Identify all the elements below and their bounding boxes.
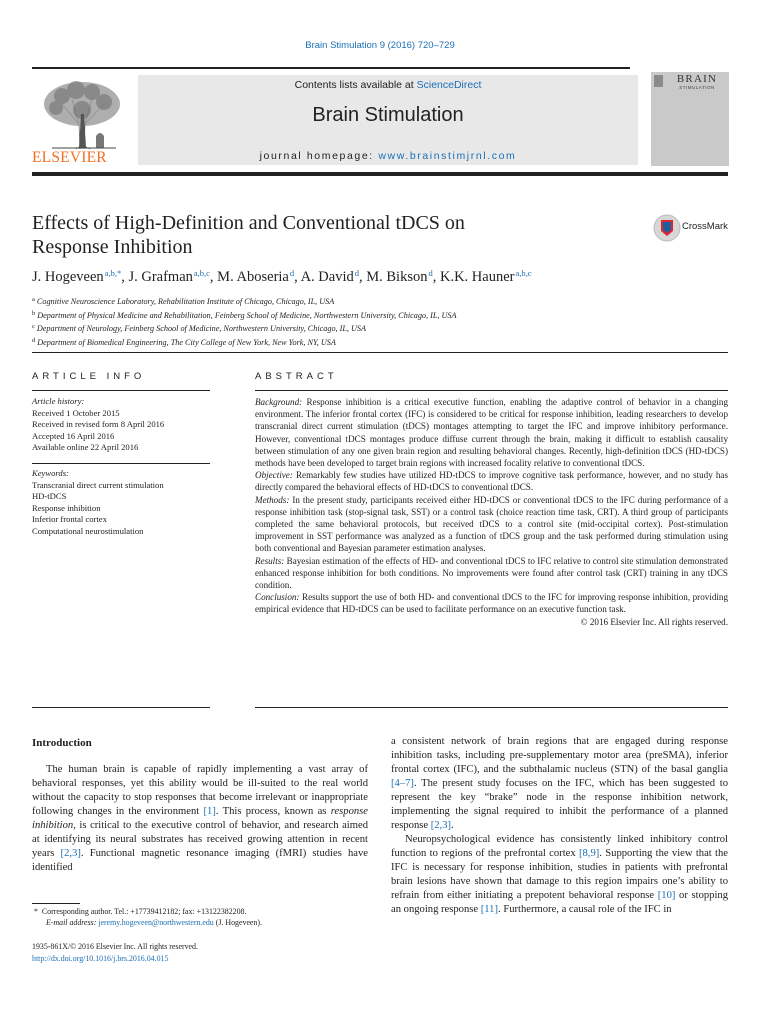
affiliations-rule	[32, 352, 728, 353]
header-bottom-rule	[32, 172, 728, 176]
homepage-link[interactable]: www.brainstimjrnl.com	[378, 150, 517, 162]
abstract-bottom-rule	[255, 707, 728, 708]
introduction-heading: Introduction	[32, 737, 92, 749]
affiliation: $^c$ Department of Neurology, Feinberg School of Medicine, Northwestern University, Chicago, IL, USA	[32, 323, 367, 334]
affiliation: $^a$ Cognitive Neuroscience Laboratory, Rehabilitation Institute of Chicago, Chicago, IL, USA	[32, 296, 335, 306]
abstract-paragraph: Conclusion: Results support the use of both HD- and conventional tDCS to the IFC for improving response inhibition, providing empirical evidence that HD-tDCS can be used to facilitate performance on an executive function task.	[255, 592, 729, 615]
author[interactable]: A. David$^d$	[300, 268, 359, 285]
article-history	[32, 396, 210, 454]
intro-paragraph: a consistent network of brain regions that are engaged during response inhibition tasks, including pre-supplementary motor area (preSMA), inferior frontal cortex (IFC), and the subthalamic nucleus (STN) of the basal ganglia [4–7]. The present study focuses on the IFC, which has been suggested to represent the key “brake” node in the response inhibition network, implementing the signal required to inhibit the performance of a planned response [2,3].	[391, 736, 728, 831]
article-info-bottom-rule	[32, 707, 210, 708]
keywords	[32, 468, 210, 538]
abstract-paragraph: Background: Response inhibition is a critical executive function, enabling the adaptive control of behavior in a changing environment. The inferior frontal cortex (IFC) is considered to be critical for response inhibition, leading researchers to develop transcranial direct current stimulation (tDCS) montages attempting to target the IFC and improve inhibitory performance. However, conventional tDCS montages produce diffuse current through the brain, making it difficult to establish causality between stimulation of any one given brain region and resulting behavioral changes. Recently, high-definition tDCS (HD-tDCS) methods have been developed to target brain regions with increased focality relative to conventional tDCS.	[255, 397, 729, 469]
article-info-rule	[32, 390, 210, 391]
crossmark-label[interactable]: CrossMark	[682, 221, 728, 232]
intro-right-column	[391, 735, 728, 917]
history-item: Received 1 October 2015	[32, 407, 120, 418]
author[interactable]: J. Grafman$^{a,b,c}$	[128, 268, 210, 285]
citation-link[interactable]: [2,3]	[430, 820, 452, 831]
history-item: Available online 22 April 2016	[32, 442, 139, 453]
abstract-rule	[255, 390, 728, 391]
contents-line	[138, 79, 638, 91]
affiliation: $^d$ Department of Biomedical Engineering, The City College of New York, New York, NY, USA	[32, 337, 336, 348]
abstract-heading: ABSTRACT	[255, 371, 338, 382]
email-line: E-mail address: jeremy.hogeveen@northwestern.edu (J. Hogeveen).	[46, 918, 262, 927]
author[interactable]: M. Aboseria$^d$	[217, 268, 295, 285]
issn-block	[32, 941, 352, 965]
crossmark-icon[interactable]	[652, 212, 682, 244]
affiliation: $^b$ Department of Physical Medicine and Rehabilitation, Feinberg School of Medicine, Northwestern University, Chicago, IL, USA	[32, 309, 457, 320]
author[interactable]: K.K. Hauner$^{a,b,c}$	[439, 268, 532, 285]
citation-link[interactable]: [4–7]	[391, 778, 414, 789]
journal-title: Brain Stimulation	[312, 104, 464, 126]
sciencedirect-link[interactable]: ScienceDirect	[416, 79, 482, 91]
abstract-paragraph: Methods: In the present study, participants received either HD-tDCS or conventional tDCS to the IFC during performance of a response inhibition task (stop-signal task, SST) or a control task (choice reaction time task, CRT). A third group of participants completed the same behavioral protocols, but received tDCS to a control site (mid-occipital cortex). Post-stimulation improvement in SST performance was analyzed as a function of tDCS group and the task performed during stimulation using both conventional and Bayesian parameter estimation analyses.	[255, 494, 728, 554]
author[interactable]: J. Hogeveen$^{a,b,*}$	[32, 268, 122, 285]
author[interactable]: M. Bikson$^d$	[366, 268, 433, 285]
contents-prefix: Contents lists available at	[294, 79, 414, 91]
intro-paragraph: Neuropsychological evidence has consistently linked inhibitory control function to regions of the prefrontal cortex [8,9]. Supporting the view that the IFC is necessary for response inhibition, studies in patients with prefrontal brain lesions have shown that damage to this region impairs one’s ability to refrain from either initiating a prepotent behavioral response [10] or stopping an ongoing response [11]. Furthermore, a causal role of the IFC in	[391, 834, 728, 915]
header-top-rule	[32, 67, 630, 69]
copyright: © 2016 Elsevier Inc. All rights reserved.	[580, 616, 728, 627]
citation-link[interactable]: [2,3]	[60, 848, 81, 859]
history-item: Accepted 16 April 2016	[32, 430, 115, 441]
homepage-prefix: journal homepage:	[259, 150, 374, 162]
abstract-paragraph: Results: Bayesian estimation of the effects of HD- and conventional tDCS to IFC relative to control site stimulation demonstrated enhanced response inhibition for both conditions. No improvements were found after control task (CRT) training in any tDCS condition.	[255, 555, 728, 591]
citation-link[interactable]: [1]	[203, 806, 216, 817]
abstract-paragraph: Objective: Remarkably few studies have utilized HD-tDCS to improve cognitive task performance, however, and no study has directly compared the behavioral effects of HD-tDCS to conventional tDCS.	[255, 470, 729, 493]
title-line-1: Effects of High-Definition and Conventional tDCS on	[32, 212, 465, 234]
journal-masthead	[138, 75, 638, 165]
journal-homepage-line	[138, 150, 638, 162]
email-link[interactable]: jeremy.hogeveen@northwestern.edu	[98, 918, 214, 927]
issn-line: 1935-861X/© 2016 Elsevier Inc. All rights reserved.	[32, 942, 198, 951]
keyword: Computational neurostimulation	[32, 525, 144, 536]
keywords-rule	[32, 463, 210, 464]
keyword: HD-tDCS	[32, 491, 67, 502]
cover-subtitle: STIMULATION	[679, 85, 715, 90]
journal-reference[interactable]: Brain Stimulation 9 (2016) 720–729	[305, 40, 455, 51]
title-line-2: Response Inhibition	[32, 236, 193, 258]
citation-link[interactable]: [8,9]	[578, 848, 600, 859]
footnote-rule	[32, 903, 80, 904]
abstract-body	[255, 396, 728, 628]
affiliations	[32, 294, 732, 349]
publisher-wordmark: ELSEVIER	[32, 149, 107, 166]
article-history-label: Article history:	[32, 396, 85, 406]
corresponding-line: * Corresponding author. Tel.: +17739412182; fax: +13122382208.	[33, 907, 247, 916]
citation-link[interactable]: [10]	[657, 890, 676, 901]
journal-cover-thumbnail	[651, 72, 729, 166]
author-list: J. Hogeveen$^{a,b,*}$, J. Grafman$^{a,b,c}$, M. Aboseria$^d$, A. David$^d$, M. Bikson$^d$, K.K. Hauner$^{a,b,c}$	[32, 268, 532, 285]
article-info-heading: ARTICLE INFO	[32, 371, 146, 382]
keyword: Response inhibition	[32, 502, 101, 513]
history-item: Received in revised form 8 April 2016	[32, 419, 165, 430]
intro-paragraph: The human brain is capable of rapidly implementing a vast array of behavioral responses, yet this ability would be ill-suited to the real world without the capacity to stop responses that become irrelevant or inappropriate following changes in the environment [1]. This process, known as response inhibition, is critical to the executive control of behavior, and research aimed at identifying its neural substrates has received growing attention in recent years [2,3]. Functional magnetic resonance imaging (fMRI) studies have identified	[32, 764, 369, 873]
doi-link[interactable]: http://dx.doi.org/10.1016/j.brs.2016.04.015	[32, 954, 169, 963]
corresponding-author-footnote	[32, 906, 352, 928]
citation-link[interactable]: [11]	[480, 904, 499, 915]
keyword: Transcranial direct current stimulation	[32, 479, 164, 490]
cover-logo-mark	[654, 75, 663, 87]
keywords-label: Keywords:	[32, 468, 69, 478]
intro-left-column	[32, 763, 368, 875]
keyword: Inferior frontal cortex	[32, 514, 107, 525]
article-title	[32, 211, 592, 259]
cover-title: BRAIN	[676, 73, 718, 85]
